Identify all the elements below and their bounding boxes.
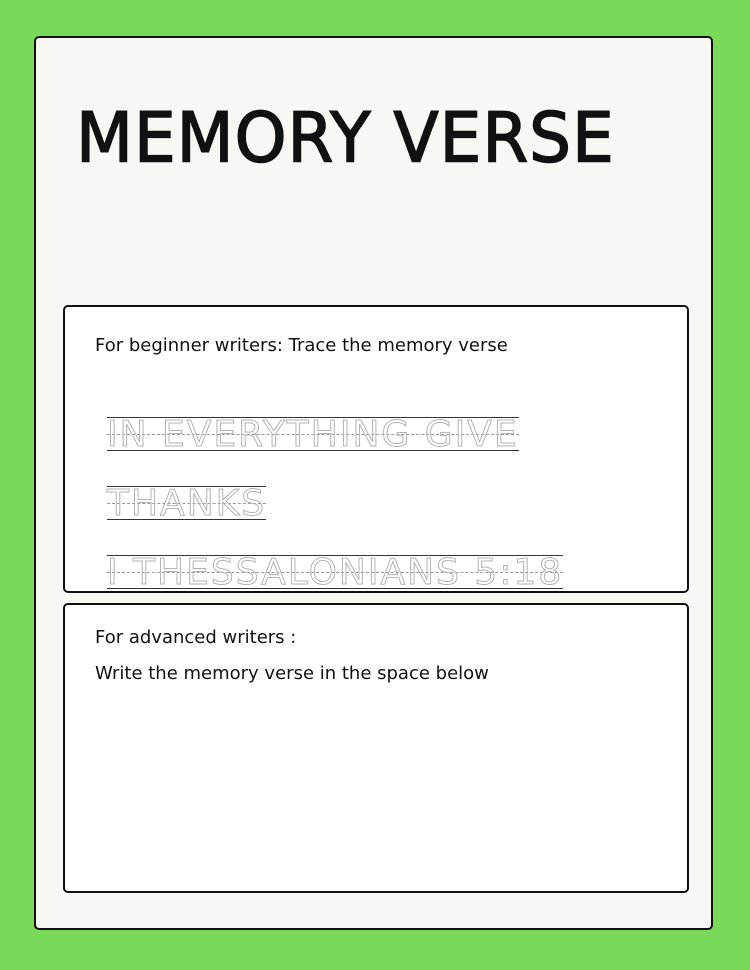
writing-area[interactable] xyxy=(85,705,667,871)
beginner-instruction: For beginner writers: Trace the memory verse xyxy=(95,335,508,356)
page-title: MEMORY VERSE xyxy=(76,97,615,179)
trace-text: THANKS xyxy=(107,483,267,524)
advanced-section xyxy=(63,603,689,893)
beginner-section xyxy=(63,305,689,593)
trace-line-2 xyxy=(107,483,267,524)
worksheet-page xyxy=(34,36,713,930)
trace-text: IN EVERYTHING GIVE xyxy=(107,414,519,455)
trace-line-1 xyxy=(107,414,519,455)
trace-text: I THESSALONIANS 5:18 xyxy=(107,552,564,593)
advanced-heading: For advanced writers : xyxy=(95,627,297,648)
advanced-instruction: Write the memory verse in the space below xyxy=(95,663,489,684)
trace-line-3 xyxy=(107,552,564,593)
